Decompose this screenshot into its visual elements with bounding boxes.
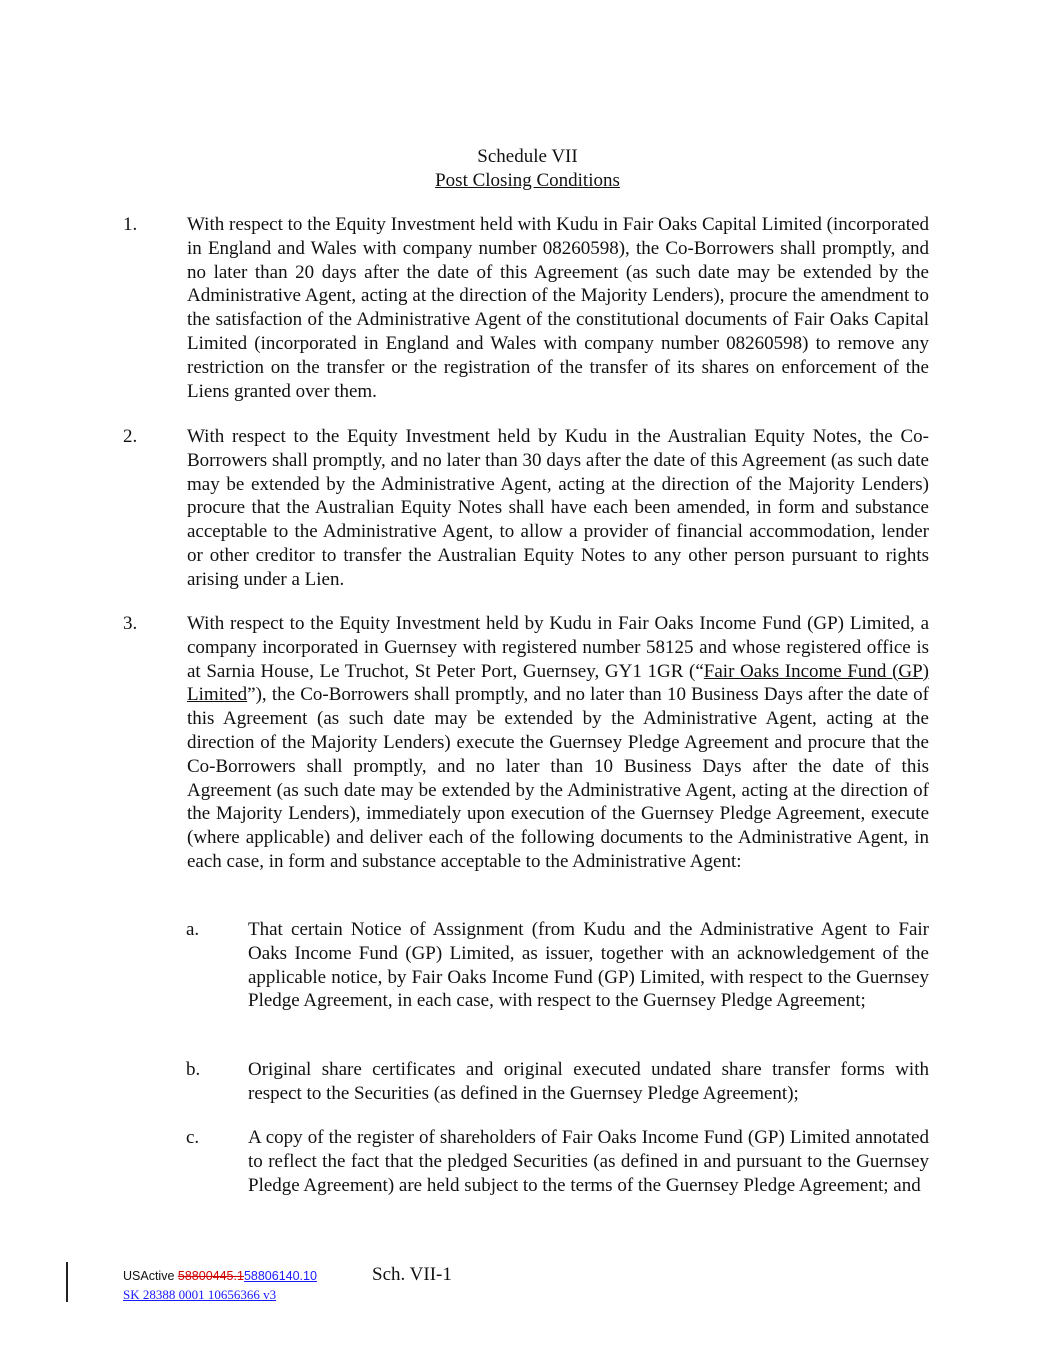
sub-item-text: A copy of the register of shareholders of Fair Oaks Income Fund (GP) Limited annotated to reflect the fact that the pledged Securities (as defined in and pursuant to the Guernsey Pledge Agreement) are held subject to the terms of the Guernsey Pledge Agreement; and: [248, 1127, 929, 1196]
condition-text-after: ”), the Co-Borrowers shall promptly, and no later than 10 Business Days after the date of this Agreement (as such date may be extended by the Administrative Agent, acting at the direction of the Majority Lenders) execute the Guernsey Pledge Agreement and procure that the Co-Borrowers shall promptly, and no later than 10 Business Days after the date of this Agreement (as such date may be extended by the Administrative Agent, acting at the direction of the Majority Lenders), immediately upon execution of the Guernsey Pledge Agreement, execute (where applicable) and deliver each of the following documents to the Administrative Agent, in each case, in form and substance acceptable to the Administrative Agent:: [187, 684, 929, 872]
sub-item-letter: c.: [186, 1127, 200, 1148]
condition-item-2: [123, 425, 929, 592]
footer-doc-id: [123, 1268, 317, 1284]
sub-item-text: Original share certificates and original executed undated share transfer forms with respect to the Securities (as defined in the Guernsey Pledge Agreement);: [248, 1059, 929, 1104]
sub-item-a: [186, 918, 929, 1013]
condition-number: 1.: [123, 214, 138, 235]
change-bar: [66, 1262, 68, 1302]
schedule-subtitle: Post Closing Conditions: [435, 170, 620, 191]
schedule-title: Schedule VII: [477, 146, 578, 167]
condition-number: 2.: [123, 426, 138, 447]
sub-item-letter: a.: [186, 919, 200, 940]
footer-page-label: Sch. VII-1: [372, 1264, 452, 1285]
footer-deleted-id: 58800445.1: [177, 1269, 244, 1283]
condition-text: With respect to the Equity Investment held with Kudu in Fair Oaks Capital Limited (incorporated in England and Wales with company number 08260598), the Co-Borrowers shall promptly, and no later than 20 days after the date of this Agreement (as such date may be extended by the Administrative Agent, acting at the direction of the Majority Lenders), procure the amendment to the satisfaction of the Administrative Agent of the constitutional documents of Fair Oaks Capital Limited (incorporated in England and Wales with company number 08260598) to remove any restriction on the transfer or the registration of the transfer of its shares on enforcement of the Liens granted over them.: [187, 214, 929, 402]
footer-inserted-id: 58806140.10: [243, 1269, 317, 1283]
sub-item-text: That certain Notice of Assignment (from Kudu and the Administrative Agent to Fair Oaks Income Fund (GP) Limited, as issuer, together with an acknowledgement of the applicable notice, by Fair Oaks Income Fund (GP) Limited, with respect to the Guernsey Pledge Agreement, in each case, with respect to the Guernsey Pledge Agreement;: [248, 919, 929, 1012]
footer-doc-ref: SK 28388 0001 10656366 v3: [123, 1287, 277, 1302]
sub-item-letter: b.: [186, 1059, 201, 1080]
condition-text: [187, 612, 929, 874]
condition-item-1: [123, 213, 929, 403]
defined-term: Fair Oaks Income Fund (GP) Limited: [187, 660, 930, 706]
condition-text-before: With respect to the Equity Investment held by Kudu in Fair Oaks Income Fund (GP) Limited, a company incorporated in Guernsey with registered number 58125 and whose registered office is at Sarnia House, Le Truchot, St Peter Port, Guernsey, GY1 1GR (“: [187, 613, 929, 682]
footer-doc-prefix: USActive: [123, 1269, 178, 1283]
sub-item-b: [186, 1058, 929, 1106]
condition-item-3: [123, 612, 929, 874]
sub-item-c: [186, 1126, 929, 1197]
condition-text: With respect to the Equity Investment held by Kudu in the Australian Equity Notes, the Co- Borrowers shall promptly, and no later than 30 days after the date of this Agreement (as such date may be extended by the Administrative Agent, acting at the direction of the Majority Lenders) procure that the Australian Equity Notes shall have each been amended, in form and substance acceptable to the Administrative Agent, to allow a provider of financial accommodation, lender or other creditor to transfer the Australian Equity Notes to any other person pursuant to rights arising under a Lien.: [187, 426, 929, 590]
condition-number: 3.: [123, 613, 138, 634]
